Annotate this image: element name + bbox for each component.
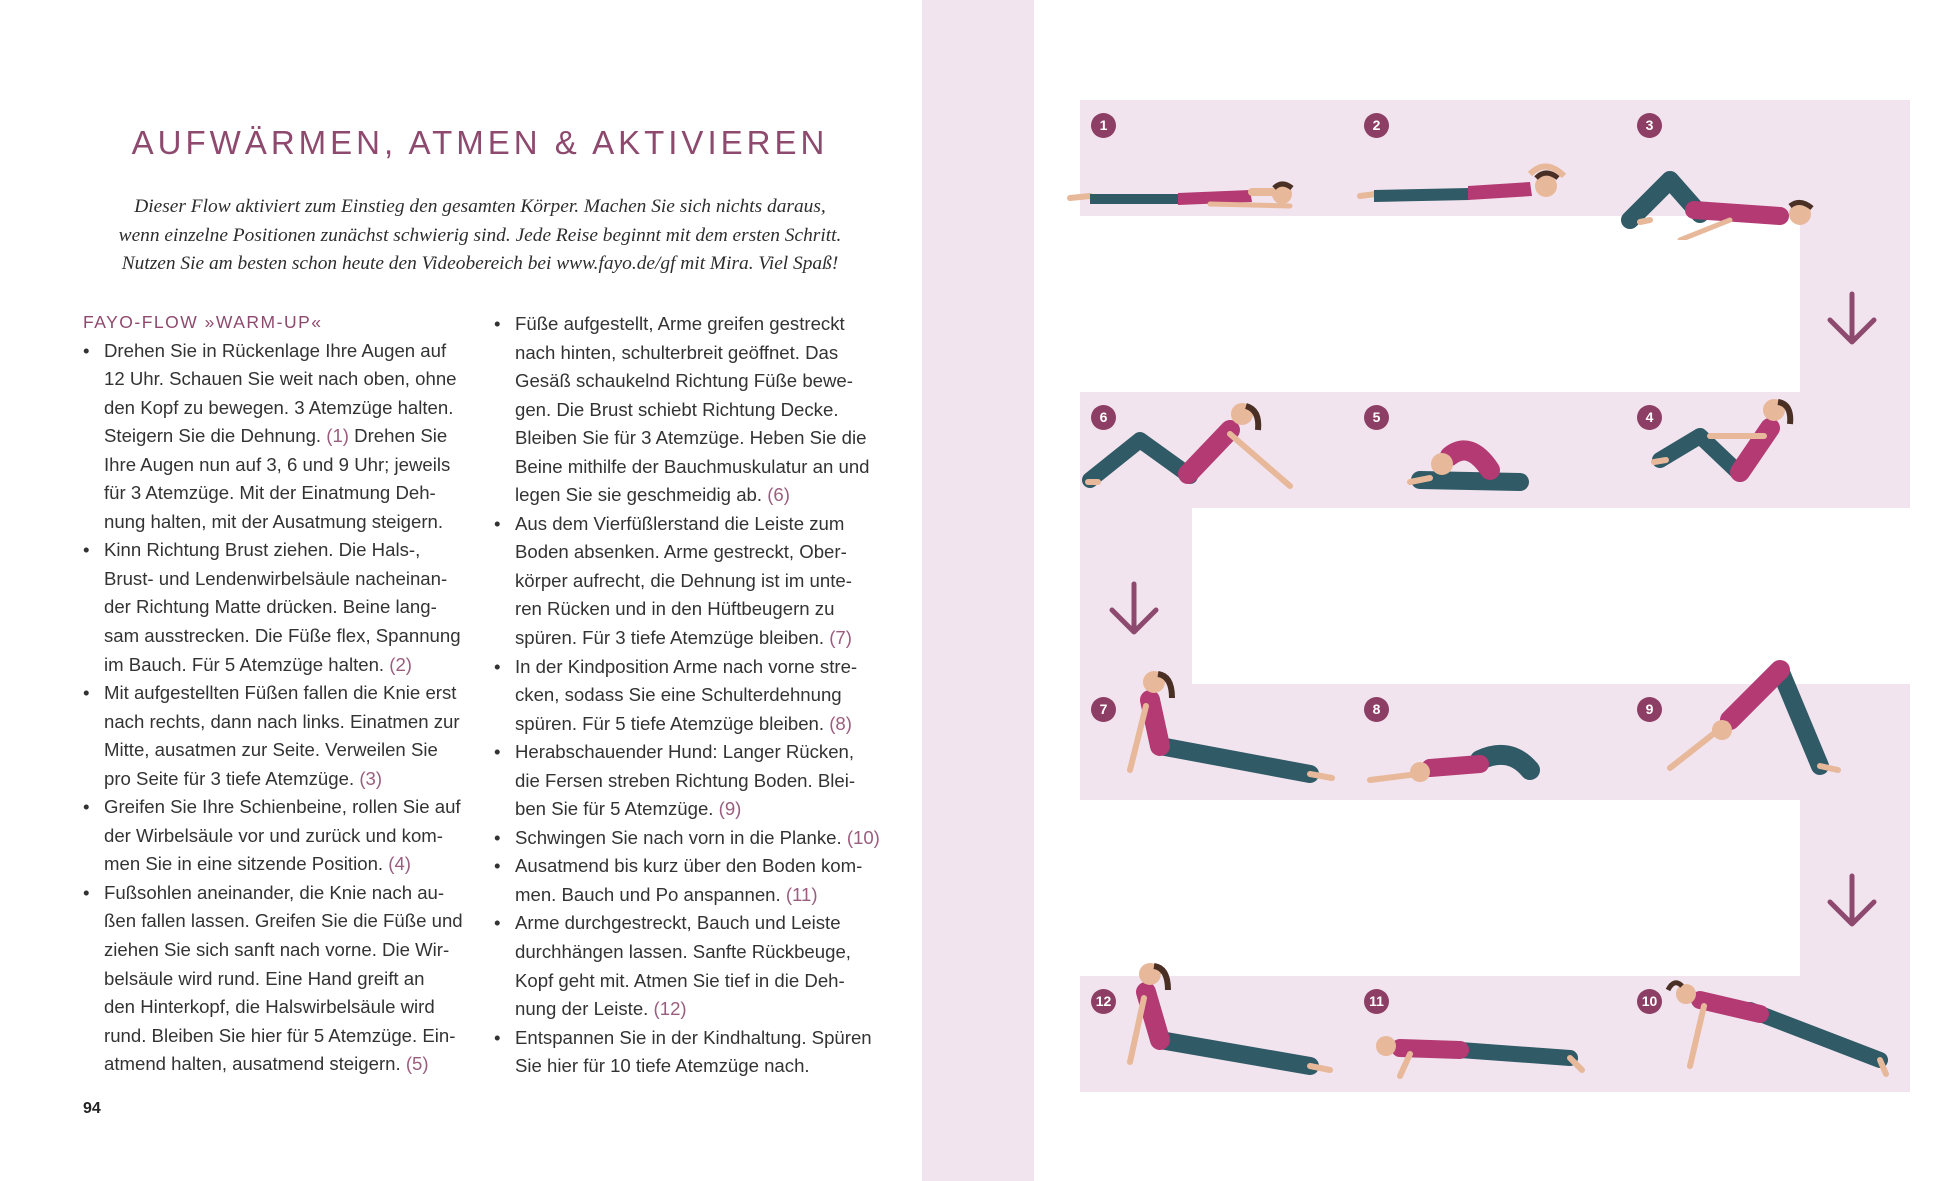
text-line: die Fersen streben Richtung Boden. Blei- — [515, 769, 856, 791]
text-column-left — [83, 308, 483, 1079]
text-span: legen Sie sie geschmeidig ab. — [515, 484, 763, 506]
text-line — [104, 651, 483, 680]
bullet-icon: • — [494, 741, 501, 763]
text-line — [515, 995, 894, 1024]
bullet-icon: • — [494, 655, 501, 677]
step-badge: 12 — [1091, 989, 1116, 1014]
text-line: Beine mithilfe der Bauchmuskulatur an und — [515, 455, 870, 477]
text-line: 12 Uhr. Schauen Sie weit nach oben, ohne — [104, 368, 457, 390]
list-item — [494, 824, 894, 853]
text-line — [515, 795, 894, 824]
intro-line: Nutzen Sie am besten schon heute den Videobereich bei www.fayo.de/gf mit Mira. Viel Spaß! — [121, 253, 839, 275]
text-span: atmend halten, ausatmend steigern. — [104, 1053, 401, 1075]
bullet-icon: • — [494, 1026, 501, 1048]
list-item — [83, 879, 483, 1079]
step-reference: (2) — [389, 653, 412, 675]
list-item — [494, 510, 894, 653]
text-line: rund. Bleiben Sie hier für 5 Atemzüge. Ein- — [104, 1024, 456, 1046]
pose-11-figure — [1360, 1010, 1590, 1090]
intro-paragraph — [80, 193, 880, 279]
step-reference: (6) — [767, 484, 790, 506]
pose-10-figure — [1660, 970, 1900, 1080]
bullet-icon: • — [83, 682, 90, 704]
step-reference: (3) — [359, 767, 383, 789]
text-line: der Wirbelsäule vor und zurück und kom- — [104, 824, 443, 846]
bullet-icon: • — [83, 796, 90, 818]
text-line — [104, 850, 483, 879]
text-line: Arme durchgestreckt, Bauch und Leiste — [515, 912, 841, 934]
step-badge: 8 — [1364, 697, 1389, 722]
text-line: Mitte, ausatmen zur Seite. Verweilen Sie — [104, 739, 438, 761]
text-line: ziehen Sie sich sanft nach vorne. Die Wir- — [104, 939, 450, 961]
text-line: cken, sodass Sie eine Schulterdehnung — [515, 684, 842, 706]
text-line: Gesäß schaukelnd Richtung Füße bewe- — [515, 370, 853, 392]
text-span: Schwingen Sie nach vorn in die Planke. — [515, 826, 842, 848]
step-badge: 7 — [1091, 697, 1116, 722]
flow-heading: FAYO-FLOW »WARM-UP« — [83, 312, 323, 332]
text-line: Drehen Sie in Rückenlage Ihre Augen auf — [104, 339, 447, 361]
step-reference: (11) — [785, 883, 818, 905]
text-line: ßen fallen lassen. Greifen Sie die Füße und — [104, 910, 463, 932]
list-item — [494, 738, 894, 824]
bullet-icon: • — [494, 912, 501, 934]
text-line: der Richtung Matte drücken. Beine lang- — [104, 596, 437, 618]
pose-9-figure — [1650, 650, 1850, 780]
bullet-icon: • — [494, 855, 501, 877]
bullet-icon: • — [494, 512, 501, 534]
text-line: Kinn Richtung Brust ziehen. Die Hals-, — [104, 539, 421, 561]
text-column-right — [494, 310, 894, 1081]
step-badge: 11 — [1364, 989, 1389, 1014]
step-badge: 6 — [1091, 405, 1116, 430]
step-badge: 5 — [1364, 405, 1389, 430]
text-line: In der Kindposition Arme nach vorne stre- — [515, 655, 858, 677]
step-reference: (1) — [326, 425, 349, 447]
text-line — [104, 765, 483, 794]
text-span: pro Seite für 3 tiefe Atemzüge. — [104, 767, 355, 789]
text-line — [515, 710, 894, 739]
step-badge: 1 — [1091, 113, 1116, 138]
text-line: Bleiben Sie für 3 Atemzüge. Heben Sie die — [515, 427, 867, 449]
text-line: Entspannen Sie in der Kindhaltung. Spüren — [515, 1026, 872, 1048]
text-span: spüren. Für 5 tiefe Atemzüge bleiben. — [515, 712, 825, 734]
text-span: men. Bauch und Po anspannen. — [515, 883, 781, 905]
list-item — [83, 793, 483, 879]
intro-line: wenn einzelne Positionen zunächst schwierig sind. Jede Reise beginnt mit dem ersten Schritt. — [118, 224, 842, 246]
page-title: AUFWÄRMEN, ATMEN & AKTIVIEREN — [131, 124, 829, 161]
list-item — [83, 337, 483, 537]
text-line: Greifen Sie Ihre Schienbeine, rollen Sie auf — [104, 796, 461, 818]
list-item — [83, 536, 483, 679]
pose-7-figure — [1110, 650, 1340, 790]
text-line: Ihre Augen nun auf 3, 6 und 9 Uhr; jeweils — [104, 453, 451, 475]
bullet-icon: • — [83, 539, 90, 561]
text-line: Kopf geht mit. Atmen Sie tief in die Deh- — [515, 969, 845, 991]
bullet-icon: • — [83, 339, 90, 361]
pose-5-figure — [1390, 420, 1550, 500]
arrow-down-icon — [1822, 872, 1882, 932]
step-badge: 9 — [1637, 697, 1662, 722]
arrow-down-icon — [1822, 290, 1882, 350]
text-span: ben Sie für 5 Atemzüge. — [515, 798, 714, 820]
arrow-down-icon — [1104, 580, 1164, 640]
step-badge: 4 — [1637, 405, 1662, 430]
text-line: Sie hier für 10 tiefe Atemzüge nach. — [515, 1055, 810, 1077]
text-line: nach rechts, dann nach links. Einatmen zur — [104, 710, 460, 732]
page-gutter-strip — [922, 0, 1034, 1181]
text-line: für 3 Atemzüge. Mit der Einatmung Deh- — [104, 482, 436, 504]
text-line — [104, 422, 483, 451]
list-item — [494, 909, 894, 1023]
text-line: den Hinterkopf, die Halswirbelsäule wird — [104, 996, 435, 1018]
step-badge: 2 — [1364, 113, 1389, 138]
text-span: nung der Leiste. — [515, 998, 649, 1020]
step-reference: (4) — [388, 853, 411, 875]
step-reference: (9) — [718, 798, 742, 820]
step-reference: (8) — [829, 712, 852, 734]
text-line: Aus dem Vierfüßlerstand die Leiste zum — [515, 512, 845, 534]
text-line: den Kopf zu bewegen. 3 Atemzüge halten. — [104, 396, 454, 418]
text-line: nach hinten, schulterbreit geöffnet. Das — [515, 341, 839, 363]
text-line: Boden absenken. Arme gestreckt, Ober- — [515, 541, 847, 563]
list-item — [494, 653, 894, 739]
text-span: Steigern Sie die Dehnung. — [104, 425, 322, 447]
step-badge: 10 — [1637, 989, 1662, 1014]
text-span: im Bauch. Für 5 Atemzüge halten. — [104, 653, 385, 675]
step-reference: (10) — [846, 826, 880, 848]
text-line — [515, 881, 894, 910]
text-span: men Sie in eine sitzende Position. — [104, 853, 384, 875]
text-line: Mit aufgestellten Füßen fallen die Knie erst — [104, 682, 457, 704]
text-line: belsäule wird rund. Eine Hand greift an — [104, 967, 425, 989]
list-item — [83, 679, 483, 793]
step-reference: (12) — [653, 998, 687, 1020]
text-line — [104, 1050, 483, 1079]
bullet-icon: • — [494, 313, 501, 334]
text-line: ren Rücken und in den Hüftbeugern zu — [515, 598, 835, 620]
text-line: Fußsohlen aneinander, die Knie nach au- — [104, 881, 445, 903]
text-line — [515, 481, 894, 510]
bullet-icon: • — [494, 826, 501, 848]
pose-12-figure — [1110, 950, 1340, 1080]
text-line: Brust- und Lendenwirbelsäule nacheinan- — [104, 567, 448, 589]
pose-2-figure — [1340, 150, 1600, 220]
pose-4-figure — [1640, 380, 1820, 490]
text-line: körper aufrecht, die Dehnung ist im unte- — [515, 569, 852, 591]
text-line: Ausatmend bis kurz über den Boden kom- — [515, 855, 863, 877]
text-line: durchhängen lassen. Sanfte Rückbeuge, — [515, 941, 851, 963]
list-item — [494, 310, 894, 510]
text-line: nung halten, mit der Ausatmung steigern. — [104, 510, 444, 532]
intro-line: Dieser Flow aktiviert zum Einstieg den gesamten Körper. Machen Sie sich nichts daraus, — [134, 196, 826, 217]
page-number: 94 — [83, 1100, 101, 1117]
list-item — [494, 852, 894, 909]
text-line: sam ausstrecken. Die Füße flex, Spannung — [104, 625, 461, 647]
step-reference: (5) — [405, 1053, 429, 1075]
list-item — [494, 1024, 894, 1081]
pose-3-figure — [1610, 150, 1890, 240]
pose-8-figure — [1360, 720, 1560, 800]
step-reference: (7) — [829, 627, 852, 649]
step-badge: 3 — [1637, 113, 1662, 138]
text-span: spüren. Für 3 tiefe Atemzüge bleiben. — [515, 627, 825, 649]
bullet-icon: • — [83, 881, 90, 903]
text-line — [515, 824, 894, 853]
text-line: Füße aufgestellt, Arme greifen gestreckt — [515, 313, 845, 334]
text-line — [515, 624, 894, 653]
text-span: Drehen Sie — [354, 425, 448, 447]
text-line: gen. Die Brust schiebt Richtung Decke. — [515, 398, 839, 420]
text-line: Herabschauender Hund: Langer Rücken, — [515, 741, 855, 763]
pose-6-figure — [1080, 390, 1320, 500]
pose-1-figure — [1060, 160, 1320, 220]
